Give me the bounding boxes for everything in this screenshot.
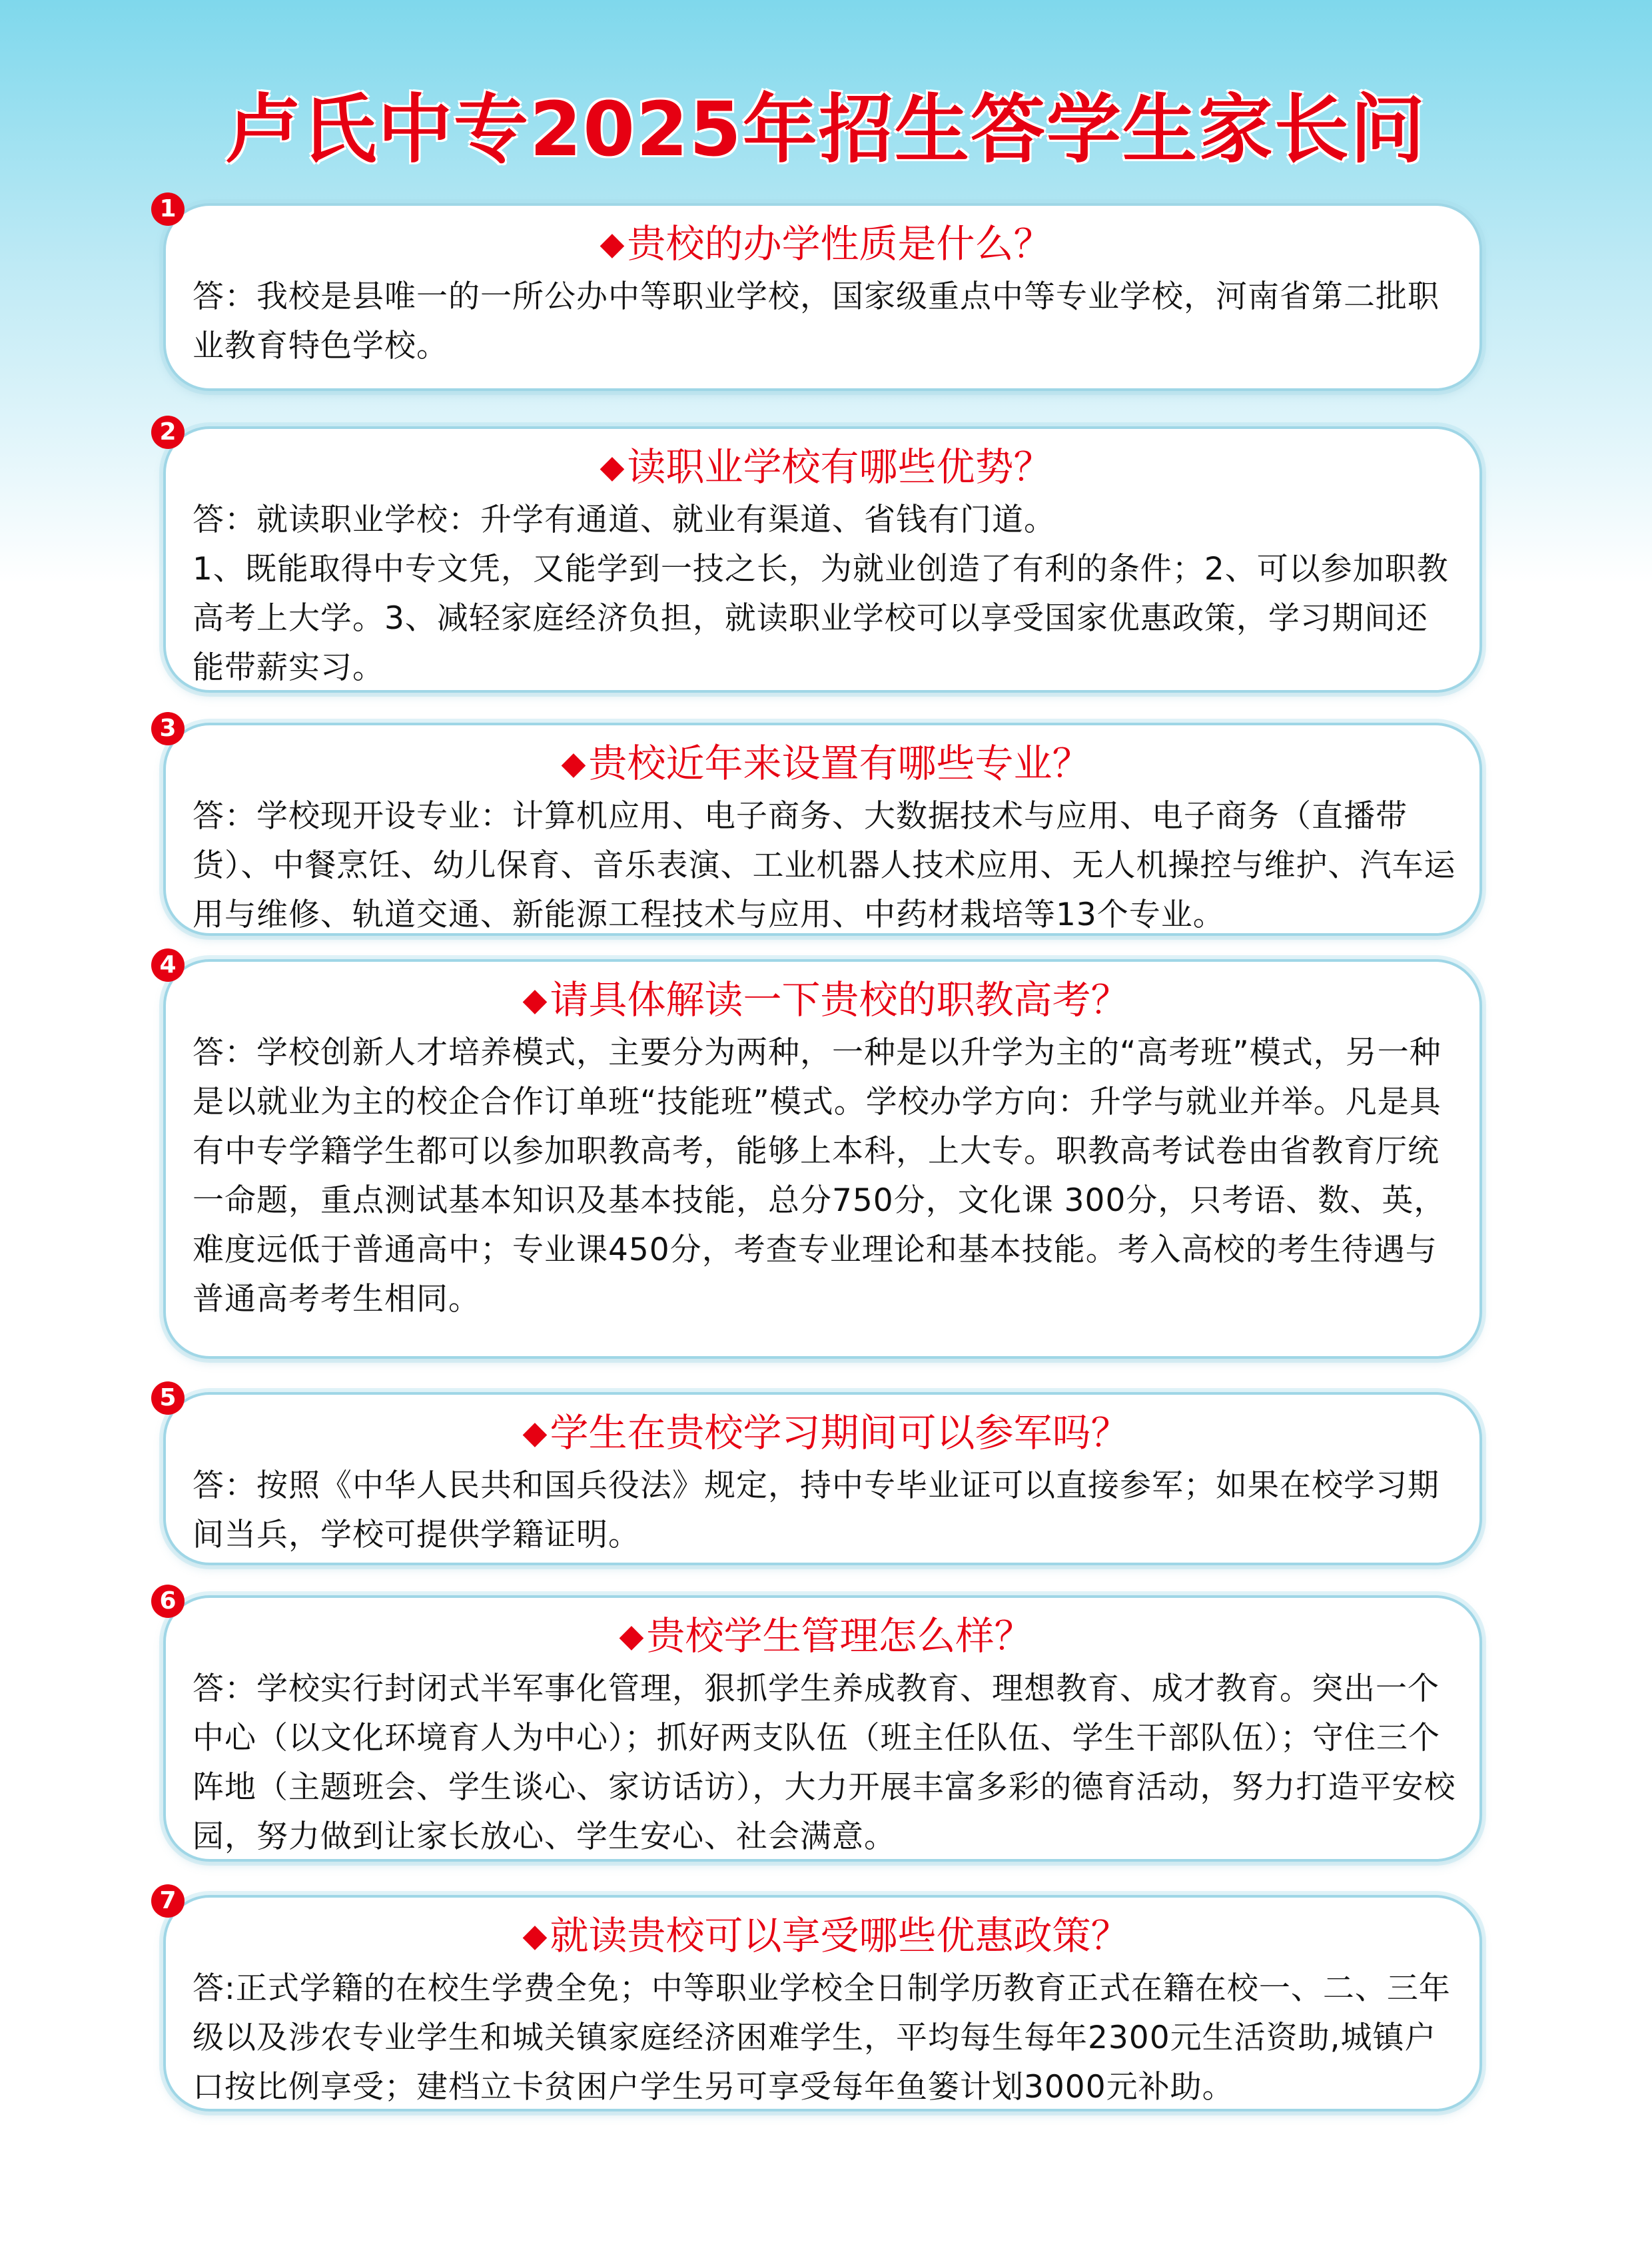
question-heading <box>193 975 1459 1024</box>
question-heading <box>193 442 1459 492</box>
diamond-icon: ◆ <box>522 1414 548 1451</box>
diamond-icon: ◆ <box>561 745 586 782</box>
qa-card-4 <box>159 951 1482 1359</box>
answer-text: 答：按照《中华人民共和国兵役法》规定，持中专毕业证可以直接参军；如果在校学习期间当兵，学校可提供学籍证明。 <box>193 1467 1440 1553</box>
answer-text: 1、既能取得中专文凭，又能学到一技之长，为就业创造了有利的条件；2、可以参加职教高考上大学。3、减轻家庭经济负担，就读职业学校可以享受国家优惠政策，学习期间还能带薪实习。 <box>193 551 1449 686</box>
page-title: 卢氏中专2025年招生答学生家长问 <box>226 87 1426 173</box>
qa-card-2 <box>159 418 1482 693</box>
qa-card-5 <box>159 1384 1482 1565</box>
answer-text: 答：就读职业学校：升学有通道、就业有渠道、省钱有门道。 <box>193 502 1056 538</box>
question-heading <box>193 739 1459 788</box>
question-text: 贵校近年来设置有哪些专业？ <box>588 741 1091 786</box>
answer-text: 答：学校创新人才培养模式，主要分为两种，一种是以升学为主的“高考班”模式，另一种是以就业为主的校企合作订单班“技能班”模式。学校办学方向：升学与就业并举。凡是具有中专学籍学生都可以参加职教高考，能够上本科，上大专。职教高考试卷由省教育厅统一命题，重点测试基本知识及基本技能，总分750分，文化课 300分，只考语、数、英，难度远低于普通高中；专业课450分，考查专业理论和基本技能。考入高校的考生待遇与普通高考考生相同。 <box>193 1034 1446 1317</box>
qa-card-3 <box>159 715 1482 936</box>
diamond-icon: ◆ <box>600 448 625 486</box>
question-number-badge: 6 <box>151 1585 185 1618</box>
answer-text: 答：我校是县唯一的一所公办中等职业学校，国家级重点中等专业学校，河南省第二批职业教育特色学校。 <box>193 278 1440 364</box>
question-text: 读职业学校有哪些优势？ <box>627 444 1052 490</box>
question-text: 贵校学生管理怎么样？ <box>646 1613 1033 1659</box>
question-number-badge: 1 <box>151 192 185 226</box>
diamond-icon: ◆ <box>600 225 625 262</box>
question-number-badge: 3 <box>151 712 185 745</box>
question-heading <box>193 1611 1459 1661</box>
diamond-icon: ◆ <box>522 1917 548 1954</box>
question-heading <box>193 1408 1459 1457</box>
question-number-badge: 2 <box>151 416 185 449</box>
question-number-badge: 7 <box>151 1884 185 1918</box>
diamond-icon: ◆ <box>522 981 548 1018</box>
question-number-badge: 5 <box>151 1381 185 1415</box>
qa-card-6 <box>159 1587 1482 1862</box>
qa-card-7 <box>159 1887 1482 2111</box>
answer-text: 答：学校实行封闭式半军事化管理，狠抓学生养成教育、理想教育、成才教育。突出一个中心（以文化环境育人为中心）；抓好两支队伍（班主任队伍、学生干部队伍）；守住三个阵地（主题班会、学生谈心、家访话访），大力开展丰富多彩的德育活动，努力打造平安校园，努力做到让家长放心、学生安心、社会满意。 <box>193 1671 1456 1855</box>
question-heading <box>193 219 1459 268</box>
qa-card-1 <box>159 195 1482 391</box>
answer-text: 答:正式学籍的在校生学费全免；中等职业学校全日制学历教育正式在籍在校一、二、三年级以及涉农专业学生和城关镇家庭经济困难学生，平均每生每年2300元生活资助,城镇户口按比例享受；建档立卡贫困户学生另可享受每年鱼篓计划3000元补助。 <box>193 1970 1451 2105</box>
answer-text: 答：学校现开设专业：计算机应用、电子商务、大数据技术与应用、电子商务（直播带货）、中餐烹饪、幼儿保育、音乐表演、工业机器人技术应用、无人机操控与维护、汽车运用与维修、轨道交通、新能源工程技术与应用、中药材栽培等13个专业。 <box>193 798 1456 933</box>
question-heading <box>193 1911 1459 1960</box>
diamond-icon: ◆ <box>619 1617 644 1655</box>
question-text: 学生在贵校学习期间可以参军吗？ <box>550 1410 1130 1455</box>
question-text: 贵校的办学性质是什么？ <box>627 221 1052 266</box>
question-text: 请具体解读一下贵校的职教高考？ <box>550 977 1130 1022</box>
question-text: 就读贵校可以享受哪些优惠政策？ <box>550 1913 1130 1958</box>
question-number-badge: 4 <box>151 948 185 982</box>
